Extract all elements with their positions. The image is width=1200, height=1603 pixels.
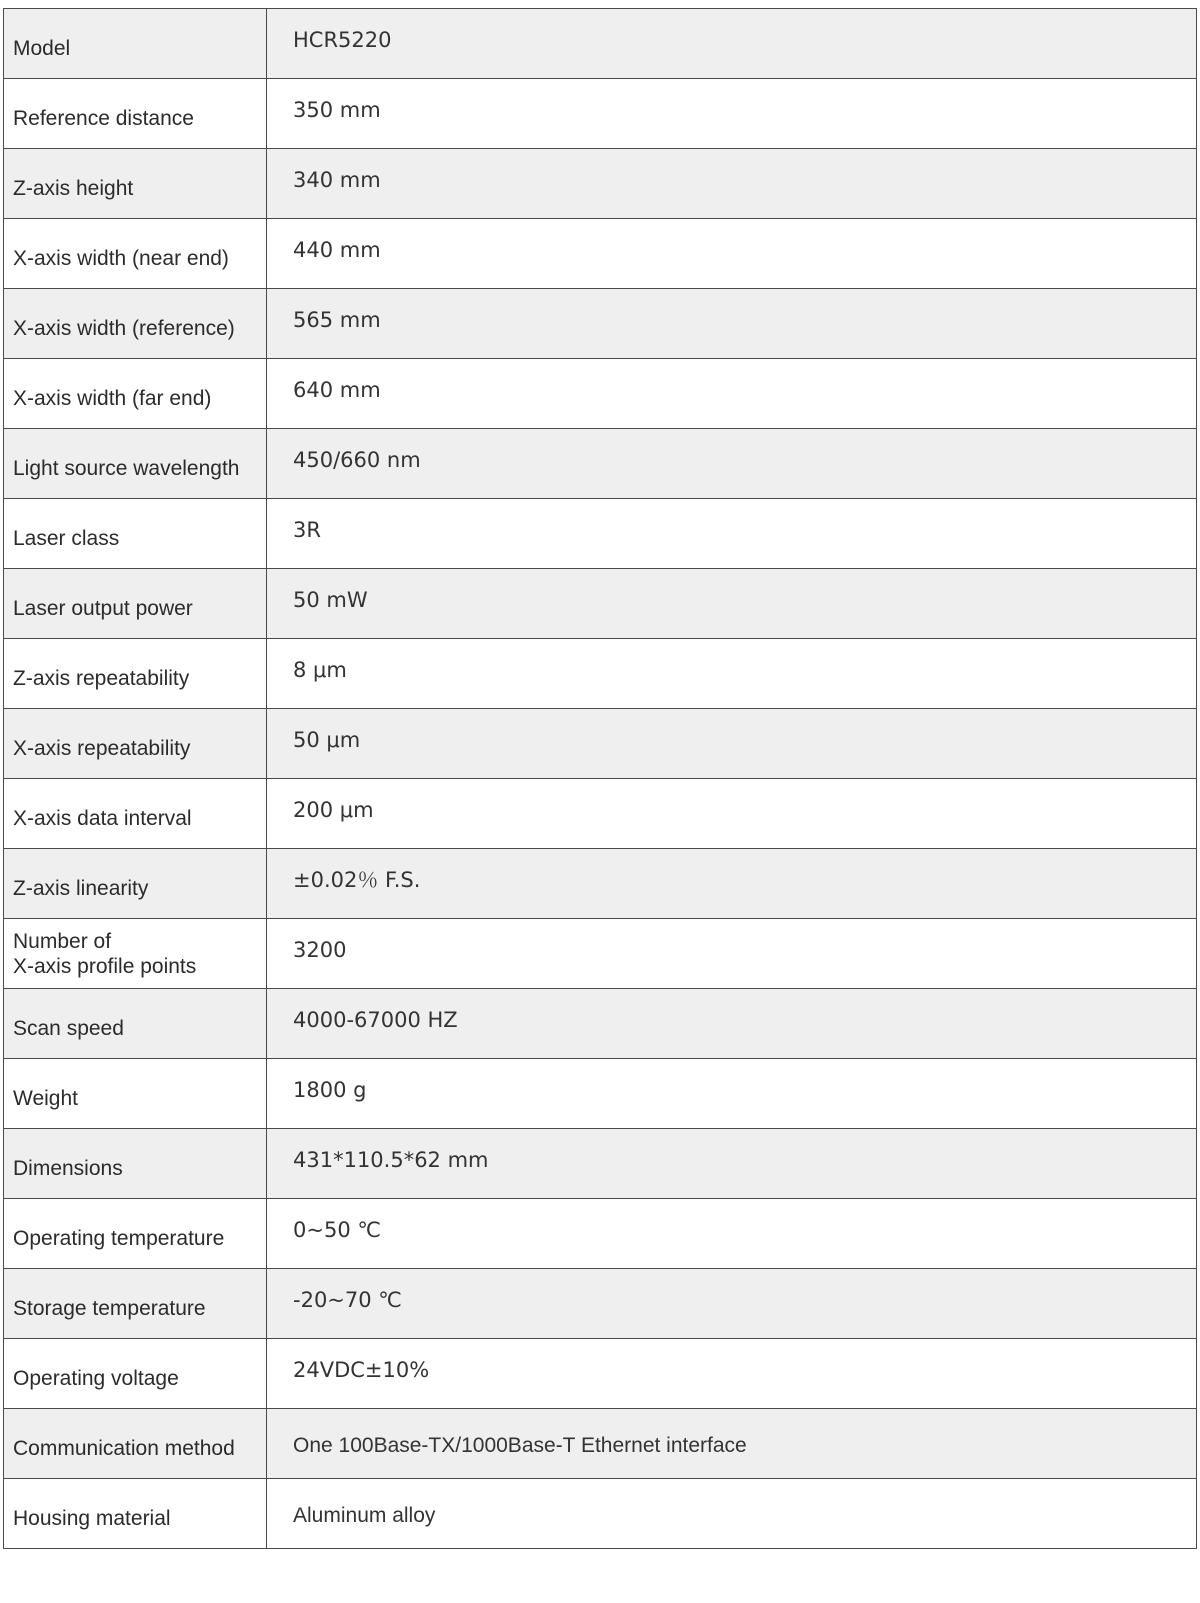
table-row [4, 849, 1197, 919]
spec-value: 340 mm [293, 168, 381, 192]
spec-label: Storage temperature [13, 1297, 206, 1320]
spec-label: Laser output power [13, 597, 193, 620]
table-row [4, 709, 1197, 779]
spec-label: Z-axis linearity [13, 877, 149, 900]
spec-value: ±0.02％ F.S. [293, 868, 421, 892]
spec-label: Dimensions [13, 1157, 123, 1180]
spec-label: Reference distance [13, 107, 194, 130]
spec-label: Housing material [13, 1507, 171, 1530]
spec-value: 450/660 nm [293, 448, 421, 472]
spec-label: Operating temperature [13, 1227, 225, 1250]
table-row [4, 1339, 1197, 1409]
spec-label: Z-axis repeatability [13, 667, 190, 690]
spec-label: Scan speed [13, 1017, 124, 1040]
spec-label: X-axis width (near end) [13, 247, 229, 270]
table-row [4, 779, 1197, 849]
spec-label: X-axis repeatability [13, 737, 191, 760]
spec-label: X-axis data interval [13, 807, 192, 830]
spec-label: Z-axis height [13, 177, 134, 200]
spec-value: 200 μm [293, 798, 374, 822]
spec-label: Light source wavelength [13, 457, 240, 480]
spec-table [3, 8, 1197, 1549]
spec-label: Operating voltage [13, 1367, 179, 1390]
spec-value: 3R [293, 518, 321, 542]
spec-value: One 100Base-TX/1000Base-T Ethernet interface [293, 1434, 747, 1457]
spec-value: 3200 [293, 938, 347, 962]
table-row [4, 289, 1197, 359]
spec-label: Laser class [13, 527, 120, 550]
spec-value: -20~70 ℃ [293, 1288, 402, 1312]
table-row [4, 149, 1197, 219]
spec-value: 440 mm [293, 238, 381, 262]
table-row [4, 1059, 1197, 1129]
spec-value: 431*110.5*62 mm [293, 1148, 489, 1172]
spec-value: 8 μm [293, 658, 347, 682]
spec-label: X-axis width (far end) [13, 387, 212, 410]
table-row [4, 989, 1197, 1059]
table-row [4, 219, 1197, 289]
spec-value: HCR5220 [293, 28, 392, 52]
spec-value: 50 mW [293, 588, 368, 612]
table-row [4, 639, 1197, 709]
table-row [4, 1129, 1197, 1199]
table-row [4, 569, 1197, 639]
spec-value: 24VDC±10% [293, 1358, 430, 1382]
spec-label: Number of X-axis profile points [13, 929, 197, 978]
spec-value: 0~50 ℃ [293, 1218, 381, 1242]
table-row [4, 1479, 1197, 1549]
spec-label: Model [13, 37, 71, 60]
spec-label: Weight [13, 1087, 78, 1110]
spec-value: 1800 g [293, 1078, 367, 1102]
spec-label: X-axis width (reference) [13, 317, 235, 340]
spec-value: 4000-67000 HZ [293, 1008, 458, 1032]
table-row [4, 499, 1197, 569]
spec-value: Aluminum alloy [293, 1504, 436, 1527]
table-row [4, 79, 1197, 149]
table-row [4, 429, 1197, 499]
table-row [4, 919, 1197, 989]
table-row [4, 1199, 1197, 1269]
table-row [4, 1409, 1197, 1479]
spec-value: 565 mm [293, 308, 381, 332]
spec-value: 350 mm [293, 98, 381, 122]
table-row [4, 1269, 1197, 1339]
table-row [4, 359, 1197, 429]
spec-value: 640 mm [293, 378, 381, 402]
spec-value: 50 μm [293, 728, 361, 752]
table-row [4, 9, 1197, 79]
spec-label: Communication method [13, 1437, 235, 1460]
